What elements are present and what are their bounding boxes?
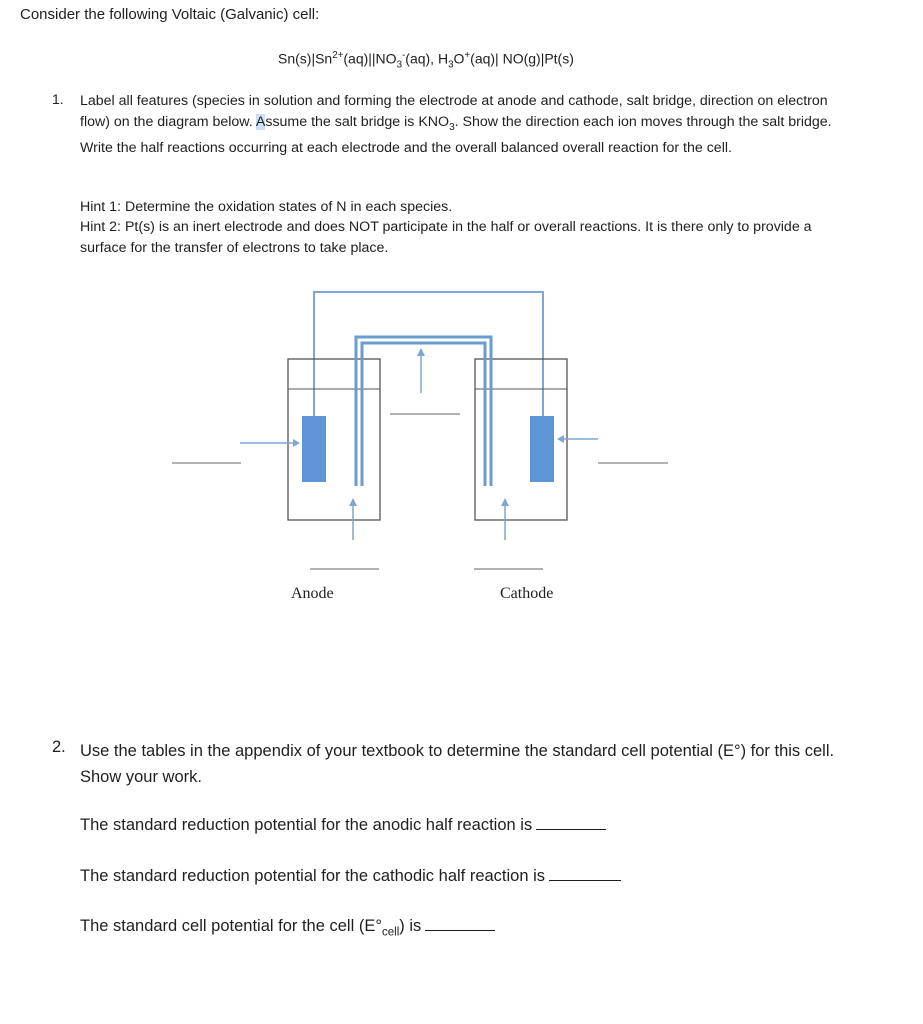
arrow-left-icon: [557, 435, 564, 443]
anodic-potential-blank[interactable]: [536, 815, 606, 830]
cathodic-potential-blank[interactable]: [549, 866, 621, 881]
question-2-number: 2.: [52, 738, 66, 756]
arrow-right-icon: [293, 439, 300, 447]
arrow-up-icon: [417, 348, 425, 356]
external-wire: [314, 292, 543, 416]
cathode-electrode: [530, 416, 554, 482]
hint-2: Hint 2: Pt(s) is an inert electrode and does NOT participate in the half or overall reactions. It is there only to provide a surface for the transfer of electrons to take place.: [80, 219, 812, 256]
arrow-up-icon: [349, 498, 357, 506]
cell-potential-prompt: The standard cell potential for the cell $(E^\circ_{cell})$ is: [80, 916, 495, 938]
cathode-label: Cathode: [500, 585, 554, 602]
anode-label: Anode: [291, 585, 334, 602]
question-1-text: Label all features (species in solution and forming the electrode at anode and cathode, salt bridge, direction on electron flow) on the diagram below. Assume the salt bridge is $KNO_3$. Show the direction each ion moves through the salt bridge. Write the half reactions occurring at each electrode and the overall balanced overall reaction for the cell.: [80, 93, 832, 156]
question-2-text: Use the tables in the appendix of your textbook to determine the standard cell potential (E°) for this cell. Show your work.: [80, 742, 835, 786]
anodic-potential-prompt: The standard reduction potential for the anodic half reaction is: [80, 815, 606, 835]
cathodic-potential-prompt: The standard reduction potential for the cathodic half reaction is: [80, 866, 621, 886]
cell-potential-blank[interactable]: [425, 916, 495, 931]
anode-beaker: [288, 359, 380, 520]
arrow-up-icon: [501, 498, 509, 506]
page-title: Consider the following Voltaic (Galvanic) cell:: [20, 6, 320, 23]
cell-notation: $Sn(s)|Sn^{2+}(aq)||NO_3^-(aq)$, $H_3O^+(aq)|$ NO(g)|Pt(s): [278, 50, 574, 71]
anode-electrode: [302, 416, 326, 482]
hint-1: Hint 1: Determine the oxidation states of N in each species.: [80, 199, 453, 215]
question-1-number: 1.: [52, 91, 64, 107]
